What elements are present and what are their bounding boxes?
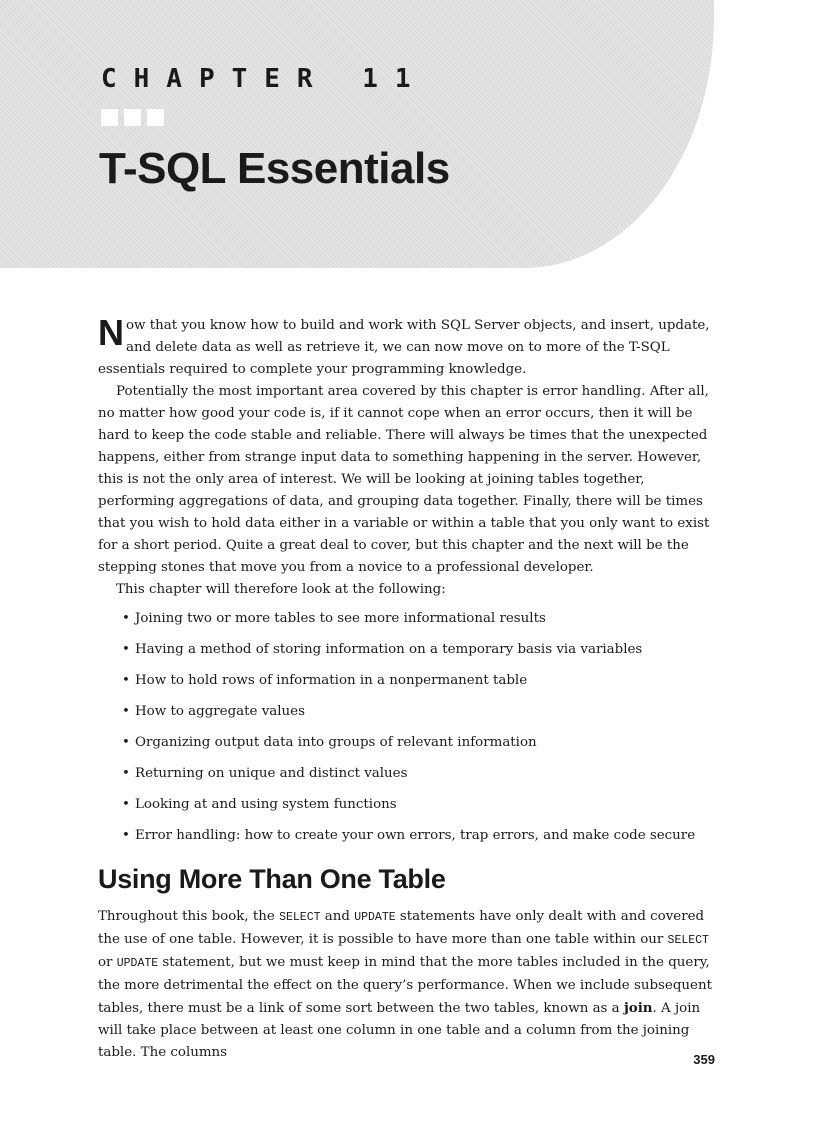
join-term: join (623, 1000, 653, 1016)
decoration-square (147, 109, 164, 126)
decoration-square (124, 109, 141, 126)
intro-paragraph (98, 312, 715, 381)
list-item: • Having a method of storing information on a temporary basis via variables (122, 640, 715, 660)
code-keyword: UPDATE (116, 957, 159, 970)
error-handling-paragraph: Potentially the most important area covered by this chapter is error handling. After all, no matter how good your code is, if it cannot cope when an error occurs, then it will be hard to keep the code stable and reliable. There will always be times that the unexpected happens, either from strange input data to something happening in the server. However, this is not the only area of interest. We will be looking at joining tables together, performing aggregations of data, and grouping data together. Finally, there will be times that you wish to hold data either in a variable or within a table that you only want to exist for a short period. Quite a great deal to cover, but this chapter and the next will be the stepping stones that move you from a novice to a professional developer. (98, 384, 710, 575)
list-intro-paragraph: This chapter will therefore look at the following: (116, 582, 446, 597)
list-item: • Joining two or more tables to see more informational results (122, 609, 715, 629)
list-item: • How to hold rows of information in a nonpermanent table (122, 671, 715, 691)
page-number: 359 (693, 1052, 715, 1067)
chapter-label: CHAPTER 11 (101, 64, 428, 94)
topic-list (98, 609, 715, 846)
chapter-title: T-SQL Essentials (99, 144, 450, 193)
decoration-square (101, 109, 118, 126)
page-body (98, 312, 715, 1064)
chapter-header-band (0, 0, 714, 268)
list-item: • Returning on unique and distinct values (122, 764, 715, 784)
drop-cap: N (98, 312, 124, 353)
section-heading: Using More Than One Table (98, 864, 446, 894)
code-keyword: SELECT (667, 934, 709, 947)
list-item: • Error handling: how to create your own errors, trap errors, and make code secure (122, 826, 715, 846)
list-item: • How to aggregate values (122, 702, 715, 722)
chapter-decoration-squares (101, 109, 164, 126)
code-keyword: SELECT (279, 911, 321, 924)
intro-paragraph-text: ow that you know how to build and work with SQL Server objects, and insert, update, and delete data as well as retrieve it, we can now move on to more of the T-SQL essentials required to complete your programming knowledge. (98, 318, 710, 377)
list-item: • Organizing output data into groups of relevant information (122, 733, 715, 753)
list-item: • Looking at and using system functions (122, 795, 715, 815)
section-paragraph: Throughout this book, the SELECT and UPDATE statements have only dealt with and covered the use of one table. However, it is possible to have more than one table within our SELECT or UPDATE statement, but we must keep in mind that the more tables included in the query, the more detrimental the effect on the query’s performance. When we include subsequent tables, there must be a link of some sort between the two tables, known as a join. A join will take place between at least one column in one table and a column from the joining table. The columns (98, 909, 712, 1060)
code-keyword: UPDATE (354, 911, 396, 924)
